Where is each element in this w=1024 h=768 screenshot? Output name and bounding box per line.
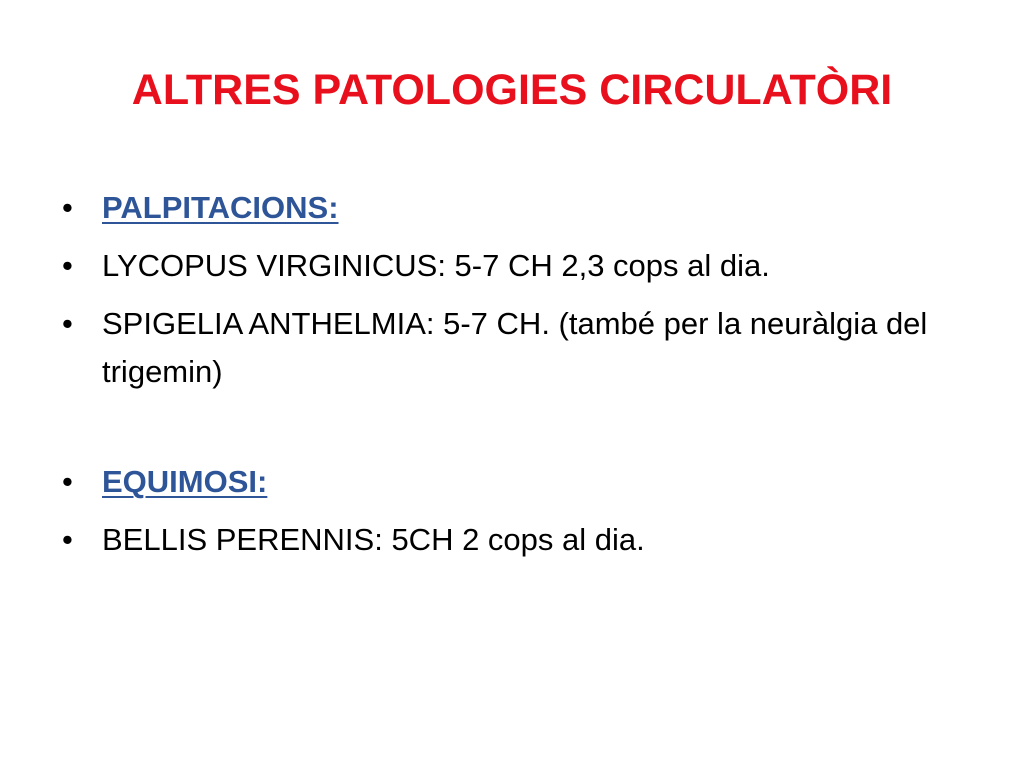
list-item [56,242,956,290]
bullet-dot-icon: • [62,190,73,225]
bullet-dot-icon: • [62,522,73,557]
list-item-text: SPIGELIA ANTHELMIA: 5-7 CH. (també per la neuràlgia del trigemin) [102,306,928,389]
bullet-list [56,184,956,574]
bullet-dot-icon: • [62,464,73,499]
list-item [56,184,956,232]
list-item [56,300,956,396]
section-heading-palpitacions: PALPITACIONS: [102,190,339,225]
section-heading-equimosi: EQUIMOSI: [102,464,268,499]
list-item [56,516,956,564]
list-item-text: BELLIS PERENNIS: 5CH 2 cops al dia. [102,522,645,557]
list-spacer [56,406,956,458]
slide-title: ALTRES PATOLOGIES CIRCULATÒRI [131,66,893,114]
bullet-dot-icon: • [62,248,73,283]
list-item [56,458,956,506]
bullet-dot-icon: • [62,306,73,341]
list-item-text: LYCOPUS VIRGINICUS: 5-7 CH 2,3 cops al dia. [102,248,770,283]
